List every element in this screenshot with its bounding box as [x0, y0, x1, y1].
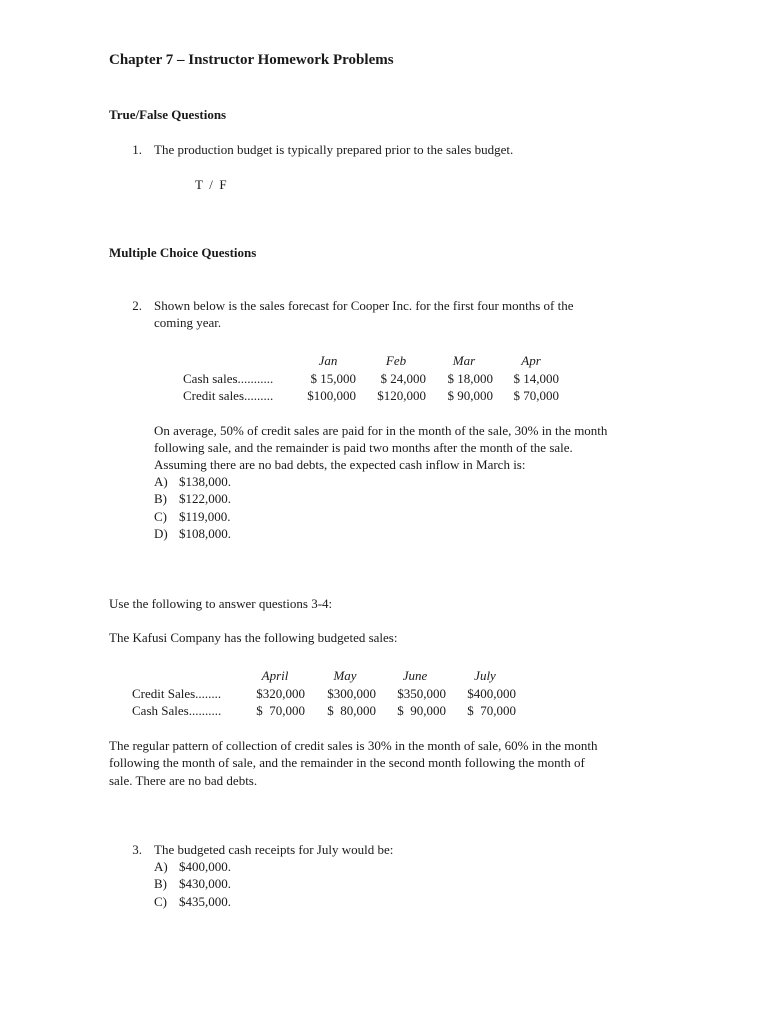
table-cell: $ 24,000 — [380, 371, 426, 386]
row-label: Cash sales........... — [183, 371, 274, 386]
table-cell: $120,000 — [377, 388, 426, 403]
q1-answer-choice: T / F — [195, 177, 227, 192]
row-label: Credit Sales........ — [132, 686, 222, 701]
q3-text: The budgeted cash receipts for July would be: — [154, 842, 394, 857]
q2-paragraph-line: Assuming there are no bad debts, the expected cash inflow in March is: — [154, 457, 526, 472]
page-title: Chapter 7 – Instructor Homework Problems — [109, 52, 394, 68]
q2-line: coming year. — [154, 315, 222, 330]
q2-option-text: $122,000. — [179, 491, 231, 506]
month-header: May — [333, 668, 357, 683]
table-cell: $300,000 — [327, 686, 376, 701]
month-header: June — [402, 668, 428, 683]
q3-option-letter: A) — [154, 859, 168, 874]
table-cell: $ 15,000 — [310, 371, 356, 386]
month-header: Mar — [452, 353, 476, 368]
q2-option-letter: B) — [154, 491, 167, 506]
q3-option-text: $435,000. — [179, 894, 231, 909]
table-cell: $320,000 — [256, 686, 305, 701]
pattern-paragraph-line: sale. There are no bad debts. — [109, 773, 258, 788]
q3-option-text: $400,000. — [179, 859, 231, 874]
table-cell: $ 70,000 — [256, 703, 305, 718]
pattern-paragraph-line: following the month of sale, and the remainder in the second month following the month of — [109, 755, 585, 770]
use-following-note: Use the following to answer questions 3-4: — [109, 596, 333, 611]
q1-number: 1. — [132, 142, 142, 157]
tf-heading: True/False Questions — [109, 107, 227, 122]
kafusi-intro: The Kafusi Company has the following budgeted sales: — [109, 630, 398, 645]
table-cell: $ 18,000 — [447, 371, 493, 386]
q3-option-letter: B) — [154, 876, 167, 891]
q2-option-letter: D) — [154, 526, 168, 541]
q3-option-text: $430,000. — [179, 876, 231, 891]
row-label: Cash Sales.......... — [132, 703, 222, 718]
q2-line: Shown below is the sales forecast for Cooper Inc. for the first four months of the — [154, 298, 574, 313]
month-header: Apr — [521, 353, 541, 368]
row-label: Credit sales......... — [183, 388, 274, 403]
month-header: Jan — [318, 353, 338, 368]
table-cell: $ 80,000 — [327, 703, 376, 718]
table-cell: $ 90,000 — [447, 388, 493, 403]
month-header: April — [261, 668, 289, 683]
table-cell: $ 14,000 — [513, 371, 559, 386]
q2-paragraph-line: following sale, and the remainder is paid two months after the month of the sale. — [154, 440, 573, 455]
q3-option-letter: C) — [154, 894, 167, 909]
table-cell: $350,000 — [397, 686, 446, 701]
table-cell: $ 90,000 — [397, 703, 446, 718]
q1-text: The production budget is typically prepared prior to the sales budget. — [154, 142, 514, 157]
q3-number: 3. — [132, 842, 142, 857]
table-cell: $100,000 — [307, 388, 356, 403]
q2-number: 2. — [132, 298, 142, 313]
q2-option-letter: C) — [154, 509, 167, 524]
month-header: July — [474, 668, 496, 683]
table-cell: $ 70,000 — [513, 388, 559, 403]
q2-option-text: $138,000. — [179, 474, 231, 489]
table-cell: $400,000 — [467, 686, 516, 701]
q2-paragraph-line: On average, 50% of credit sales are paid for in the month of the sale, 30% in the month — [154, 423, 608, 438]
q2-option-text: $119,000. — [179, 509, 231, 524]
table-cell: $ 70,000 — [467, 703, 516, 718]
month-header: Feb — [385, 353, 407, 368]
mc-heading: Multiple Choice Questions — [109, 245, 257, 260]
q2-option-text: $108,000. — [179, 526, 231, 541]
q2-option-letter: A) — [154, 474, 168, 489]
pattern-paragraph-line: The regular pattern of collection of credit sales is 30% in the month of sale, 60% in the month — [109, 738, 598, 753]
